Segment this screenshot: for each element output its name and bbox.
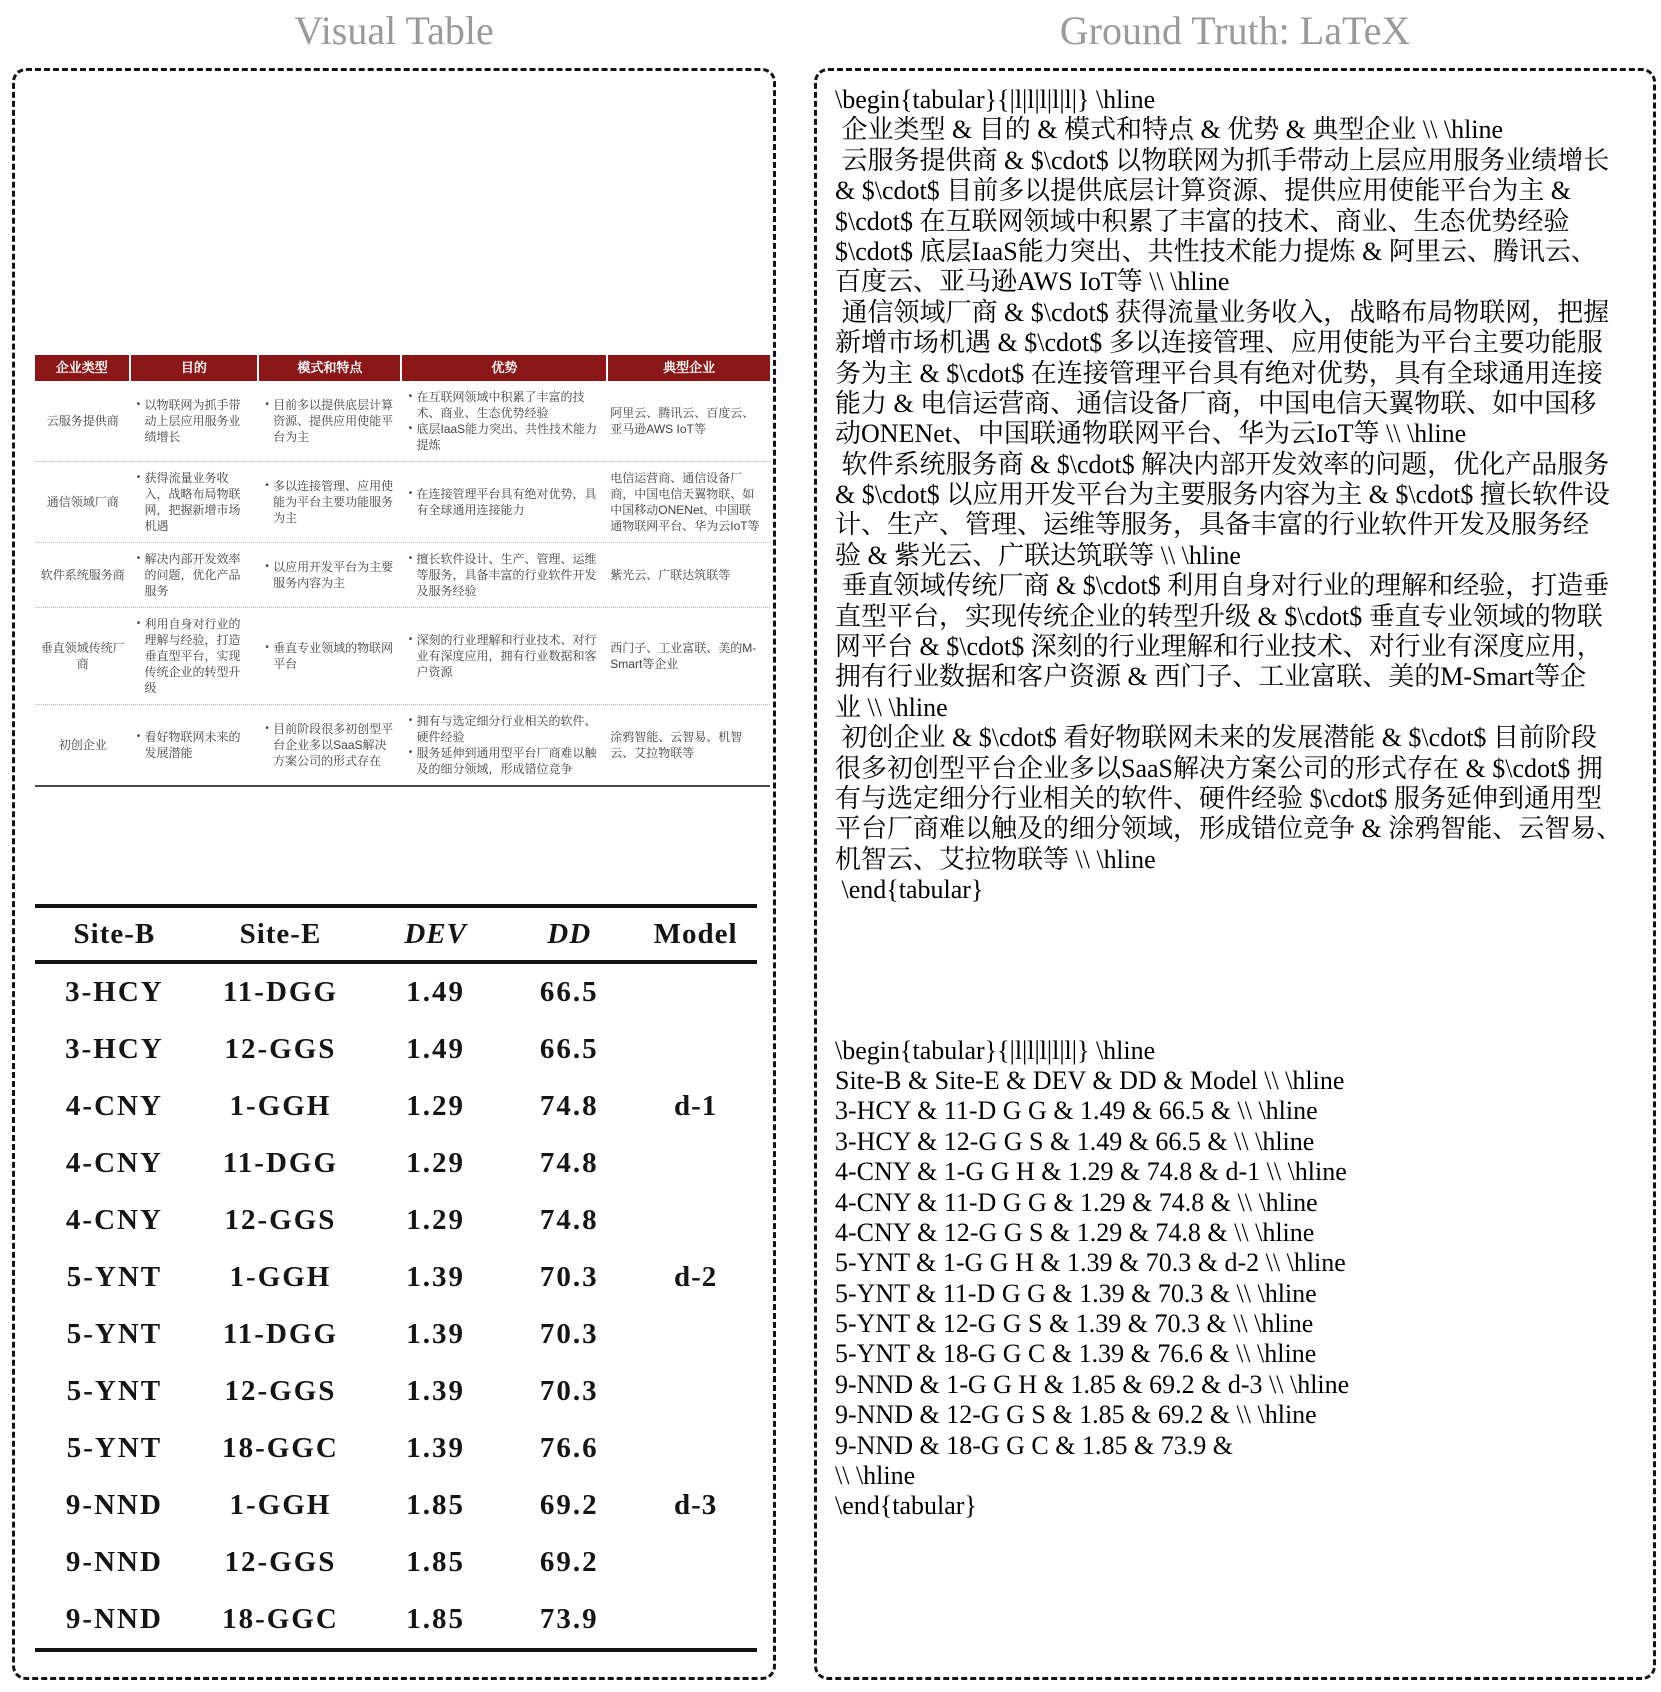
company-table-header <box>35 355 770 381</box>
site-table-cell: 9-NND <box>65 1546 163 1578</box>
site-table-cell: 70.3 <box>539 1318 599 1350</box>
company-mode-cell <box>259 721 402 769</box>
latex-code-line: 验 & 紫光云、广联达筑联等 \\ \hline <box>835 540 1241 570</box>
bullet-item <box>404 421 600 453</box>
bullet-icon: • <box>408 747 413 758</box>
site-table-cell: 70.3 <box>539 1375 599 1407</box>
bullet-text: 拥有与选定细分行业相关的软件、硬件经验 <box>416 714 597 744</box>
latex-code-line: 初创企业 & $\cdot$ 看好物联网未来的发展潜能 & $\cdot$ 目前阶段 <box>835 723 1597 753</box>
bullet-item <box>404 745 600 777</box>
site-table-cell: 1.29 <box>406 1090 466 1122</box>
company-table-row <box>35 608 770 705</box>
bullet-icon: • <box>265 399 269 410</box>
company-purpose-cell <box>131 470 260 534</box>
site-table-cell: 1.85 <box>406 1546 466 1578</box>
site-table-cell: 74.8 <box>539 1147 599 1179</box>
company-column-header: 模式和特点 <box>259 355 402 381</box>
site-table-cell: 1-GGH <box>229 1090 332 1122</box>
latex-code-line: 5-YNT & 12-G G S & 1.39 & 70.3 & \\ \hline <box>835 1309 1314 1339</box>
company-purpose-cell <box>131 397 260 445</box>
site-table-cell: 69.2 <box>539 1546 599 1578</box>
company-mode-cell <box>259 640 402 672</box>
company-typical-companies-cell: 西门子、工业富联、美的M-Smart等企业 <box>610 641 757 671</box>
latex-code-line: 9-NND & 12-G G S & 1.85 & 69.2 & \\ \hline <box>835 1400 1317 1430</box>
site-table-cell: 70.3 <box>539 1261 599 1293</box>
bullet-text: 深刻的行业理解和行业技术、对行业有深度应用，拥有行业数据和客户资源 <box>416 633 597 679</box>
company-typical-companies-cell: 涂鸦智能、云智易、机智云、艾拉物联等 <box>610 730 743 760</box>
bullet-text: 目前阶段很多初创型平台企业多以SaaS解决方案公司的形式存在 <box>273 722 394 768</box>
bullet-icon: • <box>265 480 269 491</box>
site-column-header: DD <box>547 917 592 950</box>
latex-code-block-2 <box>835 1036 1635 1522</box>
site-table-row <box>35 1135 757 1192</box>
bullet-item <box>261 397 394 445</box>
site-table-cell: 11-DGG <box>222 976 339 1008</box>
bullet-item <box>404 551 600 599</box>
bullet-icon: • <box>136 618 141 629</box>
site-table-cell: 3-HCY <box>65 1033 164 1065</box>
latex-code-line: 平台厂商难以触及的细分领域，形成错位竞争 & 涂鸦智能、云智易、 <box>835 814 1623 844</box>
latex-code-line: 拥有行业数据和客户资源 & 西门子、工业富联、美的M-Smart等企 <box>835 662 1587 692</box>
bullet-item <box>404 389 600 421</box>
bullet-icon: • <box>408 423 413 434</box>
company-advantage-cell <box>402 632 608 680</box>
company-advantage-cell <box>402 551 608 599</box>
site-table-row <box>35 1591 757 1648</box>
company-typical-companies-cell: 阿里云、腾讯云、百度云、亚马逊AWS IoT等 <box>610 406 755 436</box>
bullet-icon: • <box>265 723 269 734</box>
bullet-item <box>404 632 600 680</box>
bullet-icon: • <box>136 553 141 564</box>
latex-code-line: Site-B & Site-E & DEV & DD & Model \\ \hline <box>835 1065 1345 1095</box>
bullet-icon: • <box>136 399 141 410</box>
company-typical-companies-cell: 紫光云、广联达筑联等 <box>610 568 731 582</box>
site-table-cell: 73.9 <box>539 1603 599 1635</box>
site-table-cell: 12-GGS <box>224 1375 337 1407</box>
company-type-cell: 初创企业 <box>58 738 107 752</box>
site-table-cell: 1.29 <box>406 1147 466 1179</box>
site-table-row <box>35 1477 757 1534</box>
bullet-item <box>133 616 252 696</box>
latex-code-area <box>817 71 1653 1536</box>
site-table-cell: d-1 <box>673 1090 718 1122</box>
bullet-item <box>404 713 600 745</box>
company-type-cell: 云服务提供商 <box>46 414 119 428</box>
site-table-cell: 1.85 <box>406 1489 466 1521</box>
bullet-item <box>261 721 394 769</box>
latex-code-line: $\cdot$ 底层IaaS能力突出、共性技术能力提炼 & 阿里云、腾讯云、 <box>835 236 1597 266</box>
site-table-cell: 74.8 <box>539 1090 599 1122</box>
site-table-cell: 9-NND <box>65 1603 163 1635</box>
bullet-icon: • <box>265 642 269 653</box>
site-table-cell: 12-GGS <box>224 1033 337 1065</box>
site-table-cell: 69.2 <box>539 1489 599 1521</box>
site-column-header: Site-B <box>73 917 156 950</box>
latex-code-line: \begin{tabular}{|l|l|l|l|l|} \hline <box>835 85 1156 114</box>
latex-code-line: 业 \\ \hline <box>835 692 948 722</box>
latex-code-line: \end{tabular} <box>835 1491 977 1521</box>
latex-code-line: & $\cdot$ 以应用开发平台为主要服务内容为主 & $\cdot$ 擅长软件设 <box>835 480 1610 510</box>
latex-code-line: 有与选定细分行业相关的软件、硬件经验 $\cdot$ 服务延伸到通用型 <box>835 783 1602 813</box>
bullet-text: 垂直专业领域的物联网平台 <box>273 641 394 671</box>
site-table-row <box>35 1363 757 1420</box>
bullet-text: 在互联网领域中积累了丰富的技术、商业、生态优势经验 <box>416 390 585 420</box>
bullet-icon: • <box>408 488 413 499</box>
site-table-body <box>35 964 757 1648</box>
visual-table-panel <box>12 68 776 1680</box>
bullet-text: 解决内部开发效率的问题，优化产品服务 <box>144 552 241 598</box>
site-table-cell: 1.39 <box>406 1318 466 1350</box>
site-table-cell: 18-GGC <box>222 1603 339 1635</box>
company-column-header: 目的 <box>131 355 260 381</box>
bullet-icon: • <box>408 391 413 402</box>
company-mode-cell <box>259 559 402 591</box>
latex-code-line: 新增市场机遇 & $\cdot$ 多以连接管理、应用使能为平台主要功能服 <box>835 328 1603 358</box>
latex-code-line: 3-HCY & 11-D G G & 1.49 & 66.5 & \\ \hline <box>835 1096 1318 1126</box>
latex-code-line: 4-CNY & 12-G G S & 1.29 & 74.8 & \\ \hline <box>835 1217 1315 1247</box>
latex-code-line: 网平台 & $\cdot$ 深刻的行业理解和行业技术、对行业有深度应用， <box>835 632 1603 662</box>
site-table-cell: 1.39 <box>406 1432 466 1464</box>
bullet-item <box>133 551 252 599</box>
company-mode-cell <box>259 397 402 445</box>
company-advantage-cell <box>402 389 608 453</box>
site-column-header: DEV <box>404 917 467 950</box>
latex-code-line: 9-NND & 18-G G C & 1.85 & 73.9 & <box>835 1430 1233 1460</box>
site-table-cell: d-2 <box>673 1261 718 1293</box>
site-table-cell: 1-GGH <box>229 1489 332 1521</box>
site-table-cell: 4-CNY <box>65 1090 163 1122</box>
latex-code-line: \\ \hline <box>835 1461 916 1491</box>
bullet-item <box>261 478 394 526</box>
bullet-text: 利用自身对行业的理解与经验，打造垂直型平台，实现传统企业的转型升级 <box>144 617 241 695</box>
bullet-item <box>133 397 252 445</box>
site-table-cell: 1.85 <box>406 1603 466 1635</box>
bullet-text: 以物联网为抓手带动上层应用服务业绩增长 <box>144 398 241 444</box>
latex-panel <box>814 68 1656 1680</box>
site-table-cell: 1.49 <box>406 1033 466 1065</box>
latex-code-line: 4-CNY & 11-D G G & 1.29 & 74.8 & \\ \hline <box>835 1187 1318 1217</box>
bullet-item <box>261 640 394 672</box>
bullet-item <box>261 559 394 591</box>
company-type-cell: 垂直领域传统厂商 <box>40 641 125 671</box>
company-table-row <box>35 705 770 785</box>
site-table-row <box>35 1078 757 1135</box>
latex-code-line: 4-CNY & 1-G G H & 1.29 & 74.8 & d-1 \\ \hline <box>835 1157 1347 1187</box>
company-table-row <box>35 543 770 608</box>
site-table-cell: 74.8 <box>539 1204 599 1236</box>
site-table-cell: 9-NND <box>65 1489 163 1521</box>
site-table-row <box>35 1420 757 1477</box>
bullet-text: 目前多以提供底层计算资源、提供应用使能平台为主 <box>273 398 394 444</box>
bullet-text: 服务延伸到通用型平台厂商难以触及的细分领域，形成错位竞争 <box>416 746 597 776</box>
site-table-cell: 3-HCY <box>65 976 164 1008</box>
site-table-cell: 1-GGH <box>229 1261 332 1293</box>
site-table-cell: 5-YNT <box>66 1432 163 1464</box>
company-table-body <box>35 381 770 787</box>
site-table-cell: 5-YNT <box>66 1261 163 1293</box>
bullet-icon: • <box>136 731 141 742</box>
company-column-header: 企业类型 <box>35 355 131 381</box>
bullet-text: 擅长软件设计、生产、管理、运维等服务，具备丰富的行业软件开发及服务经验 <box>416 552 597 598</box>
company-purpose-cell <box>131 551 260 599</box>
site-table-cell: 12-GGS <box>224 1546 337 1578</box>
site-table-cell: 5-YNT <box>66 1318 163 1350</box>
latex-code-line: 云服务提供商 & $\cdot$ 以物联网为抓手带动上层应用服务业绩增长 <box>835 145 1610 175</box>
latex-code-line: & $\cdot$ 目前多以提供底层计算资源、提供应用使能平台为主 & <box>835 176 1571 206</box>
site-table-cell: 1.39 <box>406 1375 466 1407</box>
right-panel-title: Ground Truth: LaTeX <box>1059 8 1411 53</box>
latex-code-line: 5-YNT & 1-G G H & 1.39 & 70.3 & d-2 \\ \hline <box>835 1248 1346 1278</box>
latex-code-line: 垂直领域传统厂商 & $\cdot$ 利用自身对行业的理解和经验，打造垂 <box>835 571 1610 601</box>
site-table-cell: d-3 <box>673 1489 718 1521</box>
latex-code-line: 能力 & 电信运营商、通信设备厂商，中国电信天翼物联、如中国移 <box>835 388 1597 418</box>
site-table-cell: 4-CNY <box>65 1147 163 1179</box>
latex-code-line: 3-HCY & 12-G G S & 1.49 & 66.5 & \\ \hline <box>835 1126 1315 1156</box>
company-advantage-cell <box>402 486 608 518</box>
latex-code-line: 动ONENet、中国联通物联网平台、华为云IoT等 \\ \hline <box>835 419 1467 449</box>
site-table-cell: 1.39 <box>406 1261 466 1293</box>
latex-code-line: $\cdot$ 在互联网领域中积累了丰富的技术、商业、生态优势经验 <box>835 206 1570 236</box>
latex-code-line: 百度云、亚马逊AWS IoT等 \\ \hline <box>835 267 1230 297</box>
latex-code-line: \begin{tabular}{|l|l|l|l|l|} \hline <box>835 1035 1156 1065</box>
site-table <box>35 904 757 1652</box>
company-mode-cell <box>259 478 402 526</box>
bullet-icon: • <box>136 472 141 483</box>
site-table-row <box>35 1249 757 1306</box>
bullet-icon: • <box>408 634 413 645</box>
bullet-text: 底层IaaS能力突出、共性技术能力提炼 <box>416 422 598 452</box>
latex-code-block-1 <box>835 85 1635 906</box>
site-table-cell: 5-YNT <box>66 1375 163 1407</box>
latex-code-line: 很多初创型平台企业多以SaaS解决方案公司的形式存在 & $\cdot$ 拥 <box>835 753 1603 783</box>
company-purpose-cell <box>131 616 260 696</box>
site-table-row <box>35 1306 757 1363</box>
bullet-text: 多以连接管理、应用使能为平台主要功能服务为主 <box>273 479 394 525</box>
latex-code-line: 机智云、艾拉物联等 \\ \hline <box>835 844 1156 874</box>
company-column-header: 典型企业 <box>608 355 770 381</box>
bullet-text: 在连接管理平台具有绝对优势，具有全球通用连接能力 <box>416 487 597 517</box>
site-table-cell: 66.5 <box>539 976 599 1008</box>
site-table-cell: 1.29 <box>406 1204 466 1236</box>
latex-code-line: 计、生产、管理、运维等服务，具备丰富的行业软件开发及服务经 <box>835 510 1590 540</box>
bullet-icon: • <box>265 561 269 572</box>
company-table-row <box>35 381 770 462</box>
company-table <box>35 355 770 787</box>
bullet-item <box>133 729 252 761</box>
latex-code-line: 5-YNT & 11-D G G & 1.39 & 70.3 & \\ \hline <box>835 1278 1317 1308</box>
company-advantage-cell <box>402 713 608 777</box>
company-purpose-cell <box>131 729 260 761</box>
site-table-cell: 12-GGS <box>224 1204 337 1236</box>
site-table-row <box>35 1192 757 1249</box>
latex-code-line: \end{tabular} <box>835 875 984 905</box>
bullet-icon: • <box>408 715 413 726</box>
latex-code-line: 通信领域厂商 & $\cdot$ 获得流量业务收入，战略布局物联网，把握 <box>835 297 1610 327</box>
site-table-header <box>35 908 757 964</box>
site-column-header: Model <box>653 917 738 950</box>
company-table-row <box>35 462 770 543</box>
latex-code-line: 5-YNT & 18-G G C & 1.39 & 76.6 & \\ \hline <box>835 1339 1317 1369</box>
bullet-text: 获得流量业务收入，战略布局物联网，把握新增市场机遇 <box>144 471 241 533</box>
company-column-header: 优势 <box>402 355 608 381</box>
bullet-item <box>404 486 600 518</box>
site-table-cell: 76.6 <box>539 1432 599 1464</box>
latex-code-line: 直型平台，实现传统企业的转型升级 & $\cdot$ 垂直专业领域的物联 <box>835 601 1603 631</box>
site-table-row <box>35 1021 757 1078</box>
site-table-cell: 66.5 <box>539 1033 599 1065</box>
site-table-cell: 11-DGG <box>222 1147 339 1179</box>
latex-code-line: 软件系统服务商 & $\cdot$ 解决内部开发效率的问题，优化产品服务 <box>835 449 1610 479</box>
site-table-cell: 18-GGC <box>222 1432 339 1464</box>
latex-code-line: 企业类型 & 目的 & 模式和特点 & 优势 & 典型企业 \\ \hline <box>835 115 1504 145</box>
bullet-text: 看好物联网未来的发展潜能 <box>144 730 241 760</box>
company-typical-companies-cell: 电信运营商、通信设备厂商，中国电信天翼物联、如中国移动ONENet、中国联通物联网平台、华为云IoT等 <box>610 471 760 533</box>
left-panel-title: Visual Table <box>294 8 494 53</box>
site-table-cell: 4-CNY <box>65 1204 163 1236</box>
company-type-cell: 软件系统服务商 <box>40 568 125 582</box>
site-table-cell: 1.49 <box>406 976 466 1008</box>
site-table-cell: 11-DGG <box>222 1318 339 1350</box>
site-table-row <box>35 964 757 1021</box>
site-table-row <box>35 1534 757 1591</box>
latex-code-line: 9-NND & 1-G G H & 1.85 & 69.2 & d-3 \\ \hline <box>835 1369 1350 1399</box>
latex-code-line: 务为主 & $\cdot$ 在连接管理平台具有绝对优势，具有全球通用连接 <box>835 358 1603 388</box>
bullet-text: 以应用开发平台为主要服务内容为主 <box>273 560 394 590</box>
bullet-icon: • <box>408 553 413 564</box>
company-type-cell: 通信领域厂商 <box>46 495 119 509</box>
bullet-item <box>133 470 252 534</box>
site-column-header: Site-E <box>239 917 322 950</box>
